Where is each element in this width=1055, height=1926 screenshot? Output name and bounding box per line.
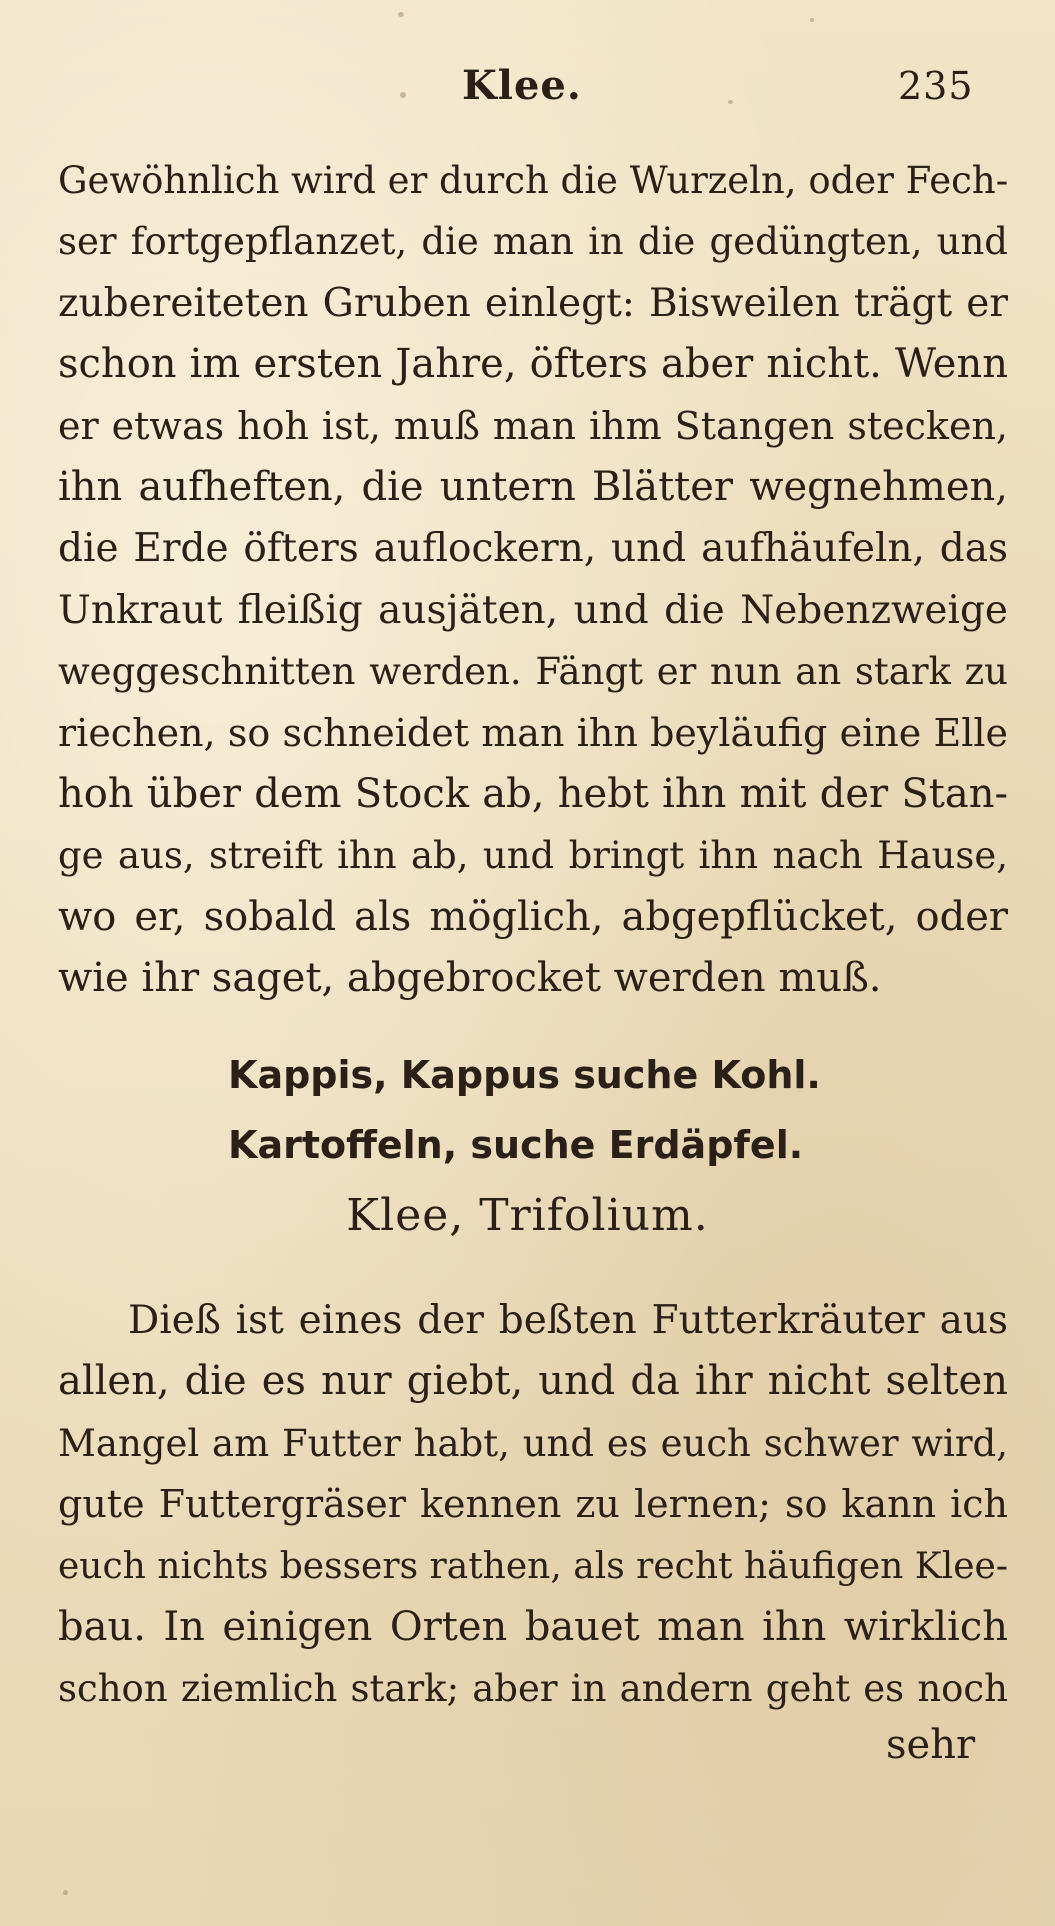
paragraph-1: [58, 150, 1008, 1009]
paper-speck: [398, 12, 404, 17]
text-line: schon ziemlich stark; aber in andern geht es noch: [58, 1667, 1008, 1711]
paper-speck: [63, 1890, 68, 1895]
page-header: [0, 62, 1055, 122]
cross-references: [228, 1040, 948, 1180]
text-line: wie ihr saget, abgebrocket werden muß.: [58, 955, 882, 1002]
text-line: allen, die es nur giebt, und da ihr nicht selten: [58, 1358, 1008, 1405]
text-line: euch nichts bessers rathen, als recht häufigen Klee-: [58, 1545, 1008, 1587]
text-line: weggeschnitten werden. Fängt er nun an stark zu: [58, 650, 1008, 694]
text-line: ihn aufheften, die untern Blätter wegnehmen,: [58, 463, 1008, 510]
text-line: zubereiteten Gruben einlegt: Bisweilen trägt er: [58, 280, 1008, 326]
text-line: Dieß ist eines der beßten Futterkräuter aus: [128, 1298, 1008, 1343]
text-line: Mangel am Futter habt, und es euch schwer wird,: [58, 1421, 1008, 1465]
cross-reference: Kappis, Kappus suche Kohl.: [228, 1053, 821, 1097]
paper-speck: [810, 18, 814, 22]
cross-reference: Kartoffeln, suche Erdäpfel.: [228, 1123, 804, 1167]
text-line: hoh über dem Stock ab, hebt ihn mit der Stan-: [58, 770, 1008, 817]
text-line: ser fortgepflanzet, die man in die gedüngten, und: [58, 220, 1008, 264]
text-line: Gewöhnlich wird er durch die Wurzeln, oder Fech-: [58, 159, 1009, 202]
text-line: ge aus, streift ihn ab, und bringt ihn nach Hause,: [58, 834, 1008, 878]
text-line: die Erde öfters auflockern, und aufhäufeln, das: [58, 526, 1008, 572]
text-line: gute Futtergräser kennen zu lernen; so kann ich: [58, 1482, 1008, 1527]
text-line: bau. In einigen Orten bauet man ihn wirklich: [58, 1603, 1008, 1650]
text-line: wo er, sobald als möglich, abgepflücket, oder: [58, 893, 1008, 940]
text-line: schon im ersten Jahre, öfters aber nicht. Wenn: [58, 341, 1008, 388]
catchword: sehr: [886, 1722, 976, 1768]
text-line: er etwas hoh ist, muß man ihm Stangen stecken,: [58, 403, 1008, 448]
text-line: riechen, so schneidet man ihn beyläufig eine Elle: [58, 710, 1008, 755]
section-heading: Klee, Trifolium.: [346, 1190, 709, 1241]
text-line: Unkraut fleißig ausjäten, und die Nebenzweige: [58, 587, 1008, 633]
running-head: Klee.: [462, 62, 582, 109]
page-number: 235: [898, 64, 974, 108]
section-paragraph: [58, 1290, 1008, 1720]
